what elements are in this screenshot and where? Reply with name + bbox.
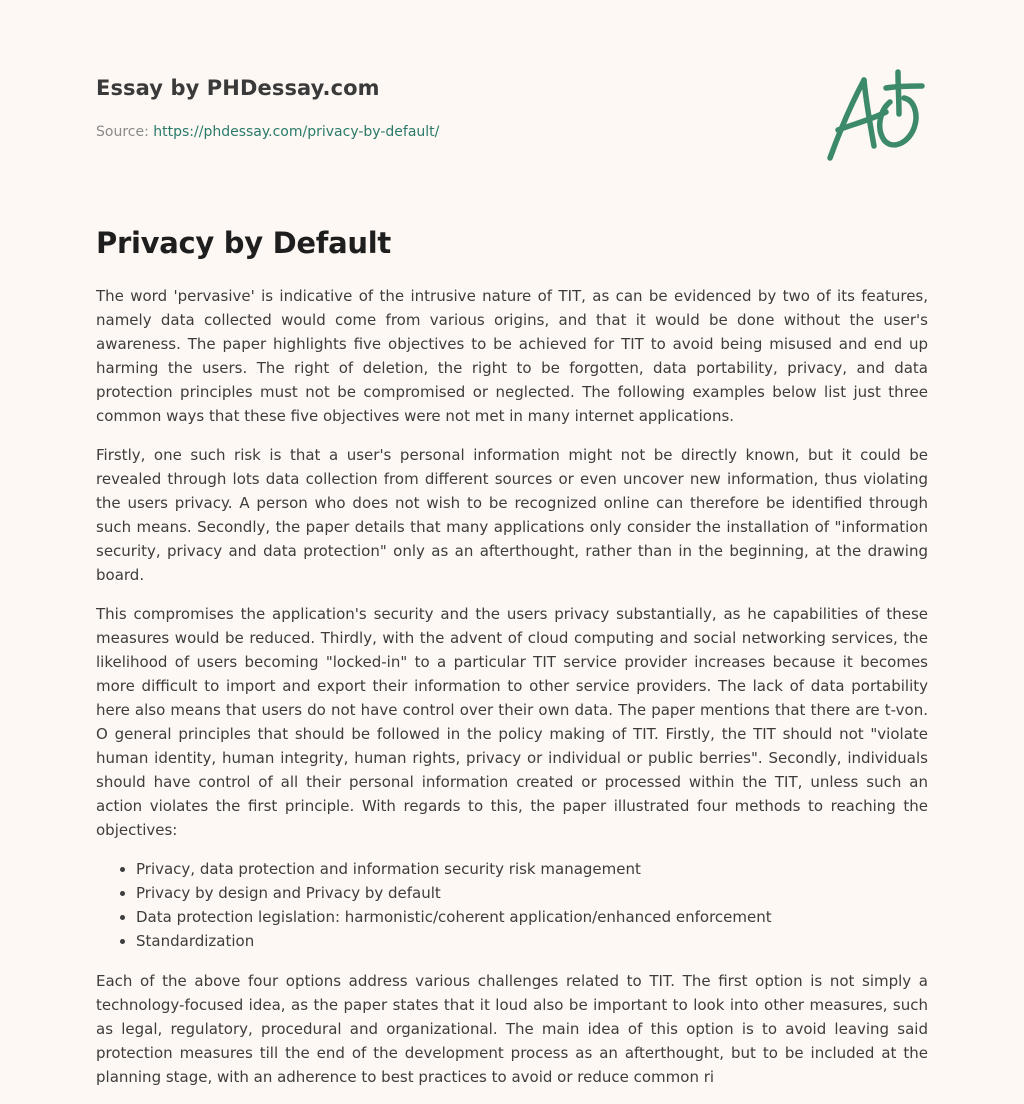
source-link[interactable]: https://phdessay.com/privacy-by-default/ (153, 124, 440, 140)
page-header (96, 0, 928, 260)
list-item: • Data protection legislation: harmonistic/coherent application/enhanced enforcement (136, 905, 928, 929)
paragraph: This compromises the application's security and the users privacy substantially, as he capabilities of these measures would be reduced. Thirdly, with the advent of cloud computing and social networking services, the likelihood of users becoming "locked-in" to a particular TIT service provider increases because it becomes more difficult to import and export their information to other service providers. The lack of data portability here also means that users do not have control over their own data. The paper mentions that there are t-von. O general principles that should be followed in the policy making of TIT. Firstly, the TIT should not "violate human identity, human integrity, human rights, privacy or individual or public berries". Secondly, individuals should have control of all their personal information created or processed within the TIT, unless such an action violates the first principle. With regards to this, the paper illustrated four methods to reaching the objectives: (96, 605, 928, 839)
objectives-list (96, 857, 928, 953)
paragraph: The word 'pervasive' is indicative of the intrusive nature of TIT, as can be evidenced by two of its features, namely data collected would come from various origins, and that it would be done without the user's awareness. The paper highlights five objectives to be achieved for TIT to avoid being misused and end up harming the users. The right of deletion, the right to be forgotten, data portability, privacy, and data protection principles must not be compromised or neglected. The following examples below list just three common ways that these five objectives were not met in many internet applications. (96, 287, 928, 425)
source-line (96, 124, 439, 140)
essay-page (96, 0, 928, 1086)
paragraph: Firstly, one such risk is that a user's personal information might not be directly known, but it could be revealed through lots data collection from different sources or even uncover new information, thus violating the users privacy. A person who does not wish to be recognized online can therefore be identified through such means. Secondly, the paper details that many applications only consider the installation of "information security, privacy and data protection" only as an afterthought, rather than in the beginning, at the drawing board. (96, 446, 928, 584)
source-label: Source: (96, 124, 154, 140)
essay-title: Privacy by Default (96, 226, 391, 260)
paragraph: Each of the above four options address various challenges related to TIT. The first option is not simply a technology-focused idea, as the paper states that it loud also be important to look into other measures, such as legal, regulatory, procedural and organizational. The main idea of this option is to avoid leaving said protection measures till the end of the development process as an afterthought, but to be included at the planning stage, with an adherence to best practices to avoid or reduce common ri (96, 972, 928, 1086)
essay-body (96, 284, 928, 1104)
site-title: Essay by PHDessay.com (96, 76, 380, 100)
list-item: • Standardization (136, 929, 928, 953)
list-item: • Privacy by design and Privacy by default (136, 881, 928, 905)
list-item: • Privacy, data protection and information security risk management (136, 857, 928, 881)
a-plus-logo-icon (824, 66, 928, 166)
